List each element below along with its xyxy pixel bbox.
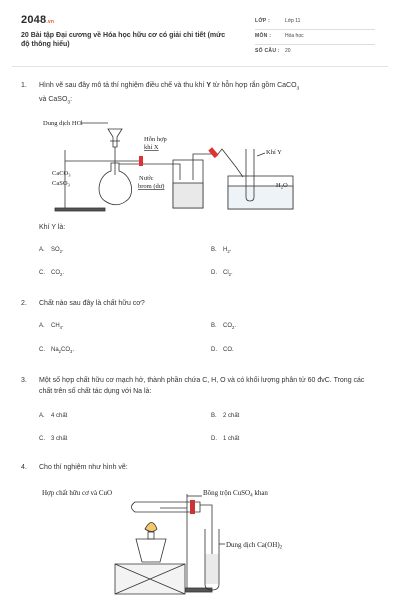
trough-water xyxy=(228,186,293,209)
option-letter: D. xyxy=(211,270,217,276)
label-mix: Hỗn hợp xyxy=(144,136,167,143)
flame xyxy=(145,523,157,532)
option-letter: B. xyxy=(211,413,217,419)
option-text: CH xyxy=(51,323,60,329)
option-text: 1 chất xyxy=(223,436,240,442)
option-letter: A. xyxy=(39,323,45,329)
meta-row-subject xyxy=(255,30,375,45)
reaction-tube xyxy=(132,502,201,512)
option-text: CO xyxy=(51,270,60,276)
apparatus-figure-2 xyxy=(40,484,310,596)
question-text: Chất nào sau đây là chất hữu cơ? xyxy=(39,300,145,307)
text-sub: 3 xyxy=(296,86,300,92)
text-bold: Y xyxy=(206,82,211,89)
option-text: CO xyxy=(223,323,232,329)
apparatus-figure-1 xyxy=(40,117,300,214)
option-1a[interactable] xyxy=(39,247,64,254)
bromine-water xyxy=(173,183,203,208)
label-caso3: CaSO$_3$ xyxy=(52,180,70,188)
dropping-funnel xyxy=(108,129,122,147)
option-letter: D. xyxy=(211,347,217,353)
question-4 xyxy=(21,462,381,474)
tube-joint-red xyxy=(208,147,218,158)
text-part: từ hỗn hợp rắn gồm CaCO xyxy=(211,82,297,89)
option-1c[interactable] xyxy=(39,270,64,277)
meta-table xyxy=(255,15,375,59)
label-line xyxy=(257,153,265,156)
option-2c[interactable] xyxy=(39,347,74,354)
label-h2o: $H_2O$ xyxy=(276,182,288,190)
option-text: Na xyxy=(51,347,59,353)
option-text: 4 chất xyxy=(51,413,68,419)
option-3c[interactable] xyxy=(39,436,67,442)
option-text: 3 chất xyxy=(51,436,68,442)
meta-row-class xyxy=(255,15,375,30)
meta-key: SỐ CÂU : xyxy=(255,48,280,54)
question-number: 4. xyxy=(21,464,27,471)
logo-sub: .vn xyxy=(46,19,55,25)
option-1b[interactable] xyxy=(211,247,231,254)
text-part: Hình vẽ sau đây mô tả thí nghiệm điều chế và thu khí xyxy=(39,82,207,89)
meta-key: LỚP : xyxy=(255,18,271,24)
outlet-tube xyxy=(193,149,243,180)
option-tail: . xyxy=(234,323,237,329)
option-letter: B. xyxy=(211,247,217,253)
label-bromine: brom (dư) xyxy=(138,183,165,190)
option-1d[interactable] xyxy=(211,270,233,277)
option-letter: C. xyxy=(39,436,45,442)
question-text: Một số hợp chất hữu cơ mạch hở, thành phần chứa C, H, O và có khối lượng phân tử 60 đvC. Trong các chất trên số chất tác dụng với Na là: xyxy=(39,377,365,395)
option-text: SO xyxy=(51,247,60,253)
option-tail: . xyxy=(62,323,64,329)
prompt-text: Khí Y là: xyxy=(39,224,66,231)
option-sub: 2 xyxy=(232,325,235,331)
clamp-red xyxy=(139,156,143,166)
meta-value: 20 xyxy=(285,48,291,54)
option-sub: 4 xyxy=(59,325,63,331)
text-part: và CaSO xyxy=(39,96,68,104)
limewater xyxy=(206,554,219,584)
question-1 xyxy=(21,80,381,110)
lamp-body xyxy=(136,539,166,562)
option-letter: B. xyxy=(211,323,217,329)
option-sub: 2 xyxy=(60,272,63,278)
text-sub: 3 xyxy=(67,100,71,106)
label-caco3: CaCO$_3$ xyxy=(52,170,71,178)
option-sub: 3 xyxy=(70,349,73,355)
option-sub: 2 xyxy=(228,272,232,278)
meta-value: Lớp 11 xyxy=(285,18,301,24)
meta-value: Hóa học xyxy=(285,33,304,39)
label-cotton: Bông trộn CuSO$_4$ khan xyxy=(203,489,268,499)
option-tail: . xyxy=(62,247,64,253)
document-title: 20 Bài tập Đại cương về Hóa học hữu cơ có giải chi tiết (mức độ thông hiểu) xyxy=(21,32,226,48)
logo-main: 2048 xyxy=(21,14,47,26)
option-text: 2 chất xyxy=(223,413,240,419)
option-2a[interactable] xyxy=(39,323,64,330)
text-part: : xyxy=(70,96,73,104)
site-logo[interactable] xyxy=(21,14,54,26)
option-letter: C. xyxy=(39,270,45,276)
question-number: 3. xyxy=(21,377,27,384)
question-text: Cho thí nghiệm như hình vẽ: xyxy=(39,464,128,471)
meta-key: MÔN : xyxy=(255,33,272,39)
meta-row-count xyxy=(255,45,375,59)
option-sub: 2 xyxy=(59,249,63,255)
label-compound: Hợp chất hữu cơ và CuO xyxy=(42,489,113,497)
label-hcl: Dung dịch HCl xyxy=(43,120,83,127)
option-2d[interactable] xyxy=(211,347,234,353)
option-text: CO xyxy=(61,347,71,353)
option-tail: . xyxy=(72,347,75,353)
label-gas-y: Khí Y xyxy=(266,149,282,156)
option-3d[interactable] xyxy=(211,436,239,442)
question-number: 2. xyxy=(21,300,27,307)
option-letter: C. xyxy=(39,347,45,353)
label-water: Nước xyxy=(139,175,154,182)
label-solution: Dung dịch $Ca(OH)_2$ xyxy=(226,541,283,551)
option-tail: . xyxy=(62,270,65,276)
option-2b[interactable] xyxy=(211,323,236,330)
option-letter: D. xyxy=(211,436,217,442)
option-text: CO. xyxy=(223,347,234,353)
option-tail: . xyxy=(229,247,232,253)
option-letter: A. xyxy=(39,247,45,253)
option-sub: 2 xyxy=(227,249,230,255)
document-header xyxy=(0,0,400,62)
header-divider xyxy=(12,66,388,67)
option-3b[interactable] xyxy=(211,413,239,419)
option-sub: 2 xyxy=(58,349,62,355)
stand-base xyxy=(55,208,105,211)
question-number: 1. xyxy=(21,82,27,89)
question-2 xyxy=(21,298,381,310)
option-text: H xyxy=(223,247,228,253)
lamp-wick xyxy=(148,532,154,539)
question-text xyxy=(39,80,379,109)
option-3a[interactable] xyxy=(39,413,67,419)
option-text: Cl xyxy=(223,270,229,276)
option-tail: . xyxy=(231,270,233,276)
option-letter: A. xyxy=(39,413,45,419)
question-3 xyxy=(21,375,381,399)
cotton-plug xyxy=(190,500,195,514)
label-gas-x: khí X xyxy=(144,144,159,151)
